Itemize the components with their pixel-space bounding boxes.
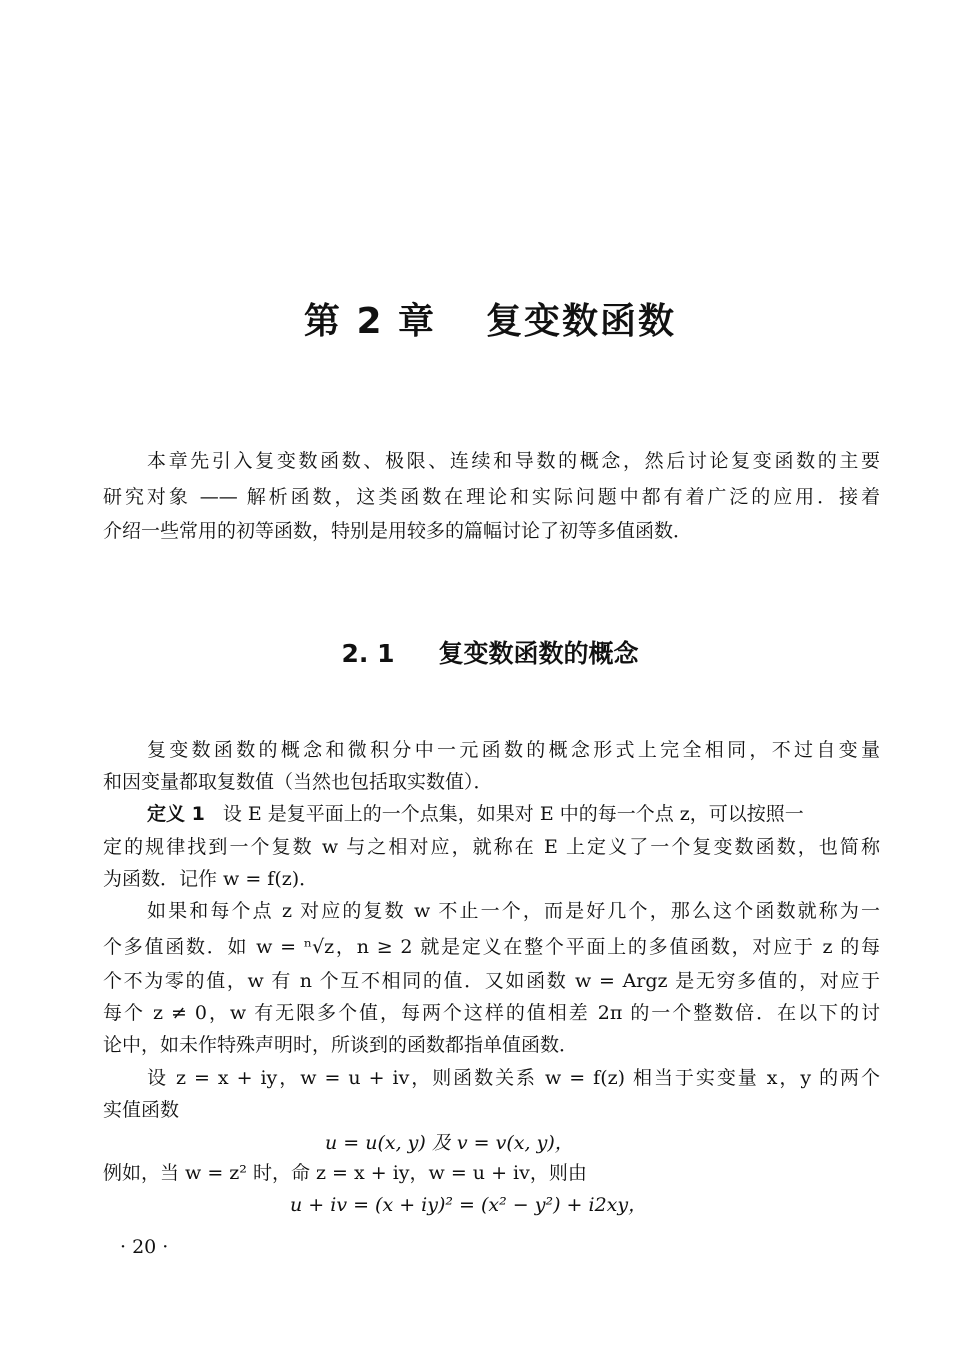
para3-line-1: 设 z = x + iy，w = u + iv，则函数关系 w = f(z) 相当于实变量 x，y 的两个 bbox=[147, 1067, 880, 1089]
para2-line-2: 个多值函数．如 w = ⁿ√z，n ≥ 2 就是定义在整个平面上的多值函数，对应于 z 的每 bbox=[103, 936, 880, 958]
para2-line-3: 个不为零的值，w 有 n 个互不相同的值．又如函数 w = Argz 是无穷多值的，对应于 bbox=[103, 970, 880, 992]
para2-line-4: 每个 z ≠ 0，w 有无限多个值，每两个这样的值相差 2π 的一个整数倍．在以下的讨 bbox=[103, 1002, 880, 1024]
para2-line-5: 论中，如未作特殊声明时，所谈到的函数都指单值函数． bbox=[103, 1034, 579, 1056]
definition-line-2: 定的规律找到一个复数 w 与之相对应，就称在 E 上定义了一个复变数函数，也简称 bbox=[103, 836, 880, 858]
chapter-title: 复变数函数 bbox=[486, 301, 677, 342]
para4-line: 例如，当 w = z² 时，命 z = x + iy，w = u + iv，则由 bbox=[103, 1162, 587, 1184]
intro-line-2: 研究对象 —— 解析函数，这类函数在理论和实际问题中都有着广泛的应用．接着 bbox=[103, 486, 880, 508]
intro-line-3: 介绍一些常用的初等函数，特别是用较多的篇幅讨论了初等多值函数． bbox=[103, 520, 693, 542]
page-number: · 20 · bbox=[120, 1236, 169, 1258]
section-heading bbox=[0, 634, 980, 670]
definition-line-3: 为函数．记作 w = f(z)． bbox=[103, 868, 319, 890]
para2-line-1: 如果和每个点 z 对应的复数 w 不止一个，而是好几个，那么这个函数就称为一 bbox=[147, 900, 880, 922]
para3-line-2: 实值函数 bbox=[103, 1099, 180, 1121]
chapter-heading bbox=[0, 293, 980, 344]
equation-uv: u = u(x, y) 及 v = v(x, y)， bbox=[325, 1132, 574, 1154]
definition-line-1 bbox=[147, 801, 880, 827]
equation-square: u + iv = (x + iy)² = (x² − y²) + i2xy， bbox=[290, 1194, 648, 1216]
chapter-number: 第 2 章 bbox=[303, 301, 437, 342]
intro-line-1: 本章先引入复变数函数、极限、连续和导数的概念，然后讨论复变函数的主要 bbox=[147, 450, 880, 472]
definition-label: 定义 1 bbox=[147, 803, 205, 825]
para1-line-2: 和因变量都取复数值（当然也包括取实数值）． bbox=[103, 771, 493, 793]
para1-line-1: 复变数函数的概念和微积分中一元函数的概念形式上完全相同，不过自变量 bbox=[147, 739, 880, 761]
section-number: 2. 1 bbox=[341, 639, 395, 668]
section-title: 复变数函数的概念 bbox=[438, 639, 639, 668]
definition-text-1: 设 E 是复平面上的一个点集，如果对 E 中的每一个点 z，可以按照一 bbox=[222, 803, 804, 825]
